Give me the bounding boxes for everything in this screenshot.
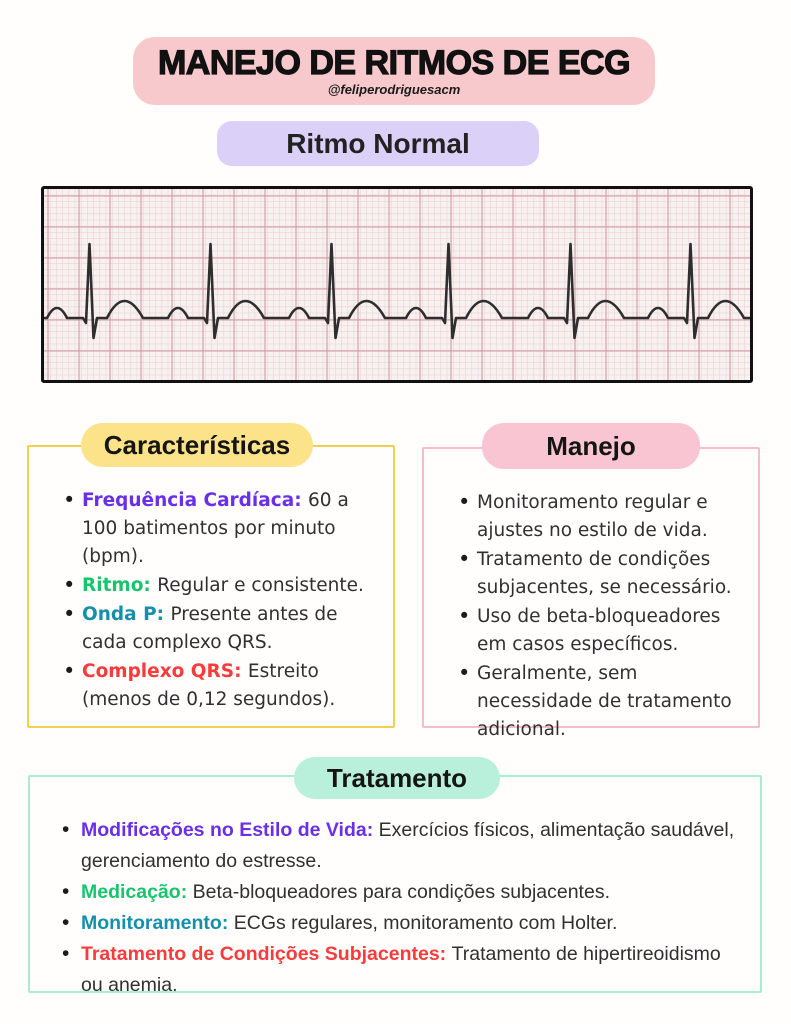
list-item: • Tratamento de Condições Subjacentes: Tratamento de hipertireoidismo ou anemia.	[58, 939, 736, 1001]
rhythm-title: Ritmo Normal	[286, 127, 470, 159]
ecg-waveform	[44, 189, 750, 380]
keyword-label: Ritmo:	[82, 575, 158, 596]
list-item: • Geralmente, sem necessidade de tratamento adicional.	[454, 660, 744, 744]
tratamento-title-pill: Tratamento	[294, 757, 500, 799]
section-manejo	[422, 430, 760, 740]
list-item: • Uso de beta-bloqueadores em casos específicos.	[454, 603, 744, 659]
manejo-list	[454, 489, 744, 744]
keyword-label: Monitoramento:	[81, 912, 234, 934]
list-item: • Onda P: Presente antes de cada complexo QRS.	[59, 601, 379, 657]
keyword-label: Complexo QRS:	[82, 661, 248, 682]
title-banner	[133, 37, 655, 105]
page-title: MANEJO DE RITMOS DE ECG	[157, 44, 631, 82]
list-item: • Complexo QRS: Estreito (menos de 0,12 segundos).	[59, 658, 379, 714]
tratamento-list	[58, 815, 736, 1001]
keyword-label: Onda P:	[82, 604, 171, 625]
section-caracteristicas	[27, 429, 395, 728]
list-item: • Monitoramento regular e ajustes no estilo de vida.	[454, 489, 744, 545]
keyword-label: Frequência Cardíaca:	[82, 490, 309, 511]
keyword-label: Tratamento de Condições Subjacentes:	[81, 943, 452, 965]
list-item: • Tratamento de condições subjacentes, se necessário.	[454, 546, 744, 602]
manejo-title-pill: Manejo	[482, 423, 700, 469]
author-handle: @feliperodriguesacm	[327, 82, 461, 97]
list-item: • Modificações no Estilo de Vida: Exercícios físicos, alimentação saudável, gerenciamento do estresse.	[58, 815, 736, 877]
rhythm-banner	[217, 121, 539, 166]
caracteristicas-title-pill: Características	[81, 423, 313, 467]
section-tratamento	[28, 762, 762, 996]
keyword-label: Medicação:	[81, 881, 193, 903]
list-item: • Ritmo: Regular e consistente.	[59, 572, 379, 600]
ecg-strip	[41, 186, 753, 383]
list-item: • Frequência Cardíaca: 60 a 100 batimentos por minuto (bpm).	[59, 487, 379, 571]
caracteristicas-list	[59, 487, 379, 714]
keyword-label: Modificações no Estilo de Vida:	[81, 819, 379, 841]
list-item: • Medicação: Beta-bloqueadores para condições subjacentes.	[58, 877, 736, 908]
list-item: • Monitoramento: ECGs regulares, monitoramento com Holter.	[58, 908, 736, 939]
